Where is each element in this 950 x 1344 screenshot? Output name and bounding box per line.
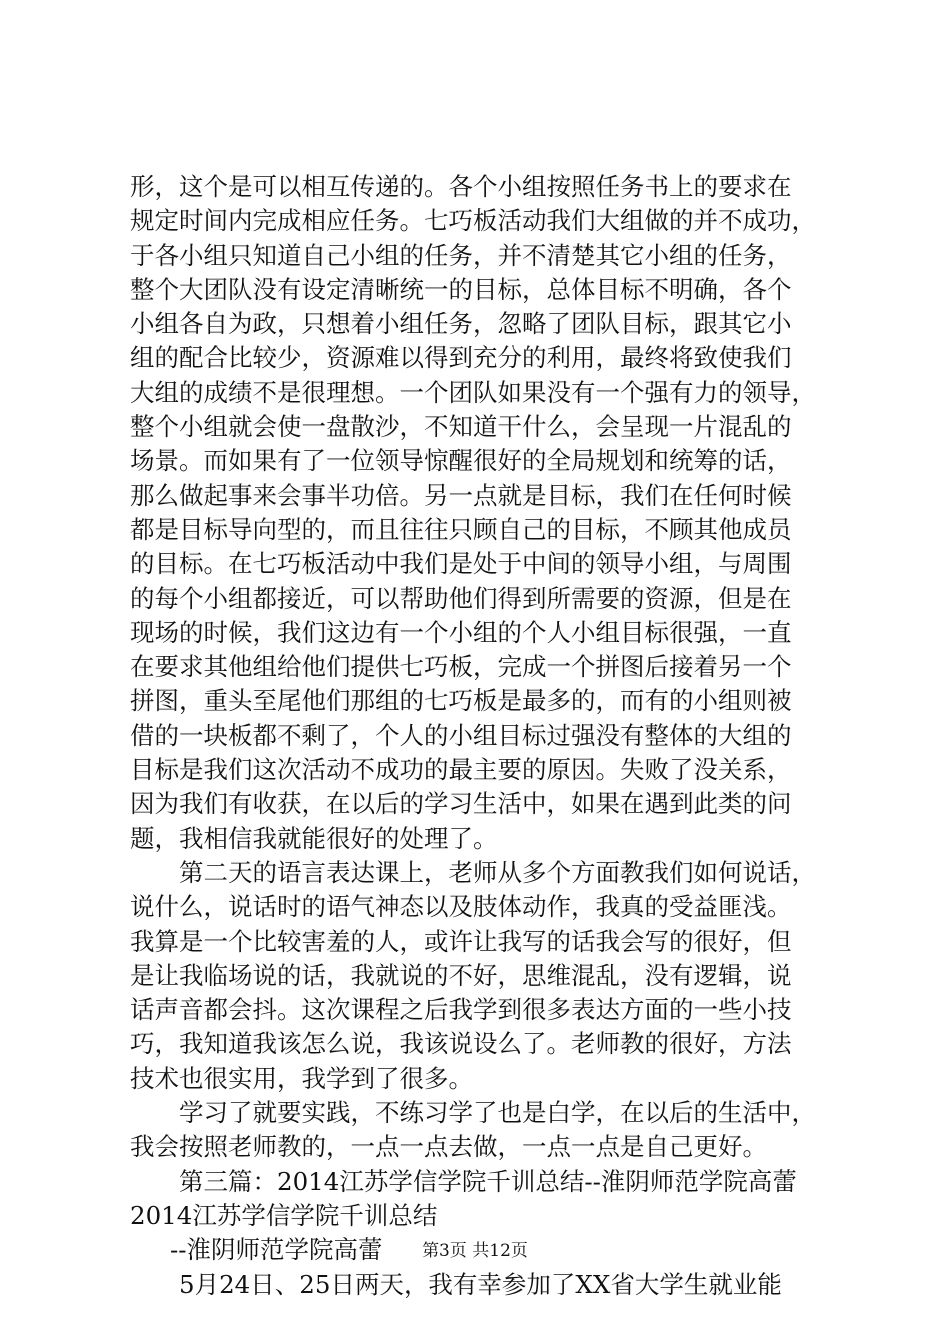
page-number-footer: 第3页 共12页 [422,1241,528,1261]
text-line: 因为我们有收获，在以后的学习生活中，如果在遇到此类的问 [130,789,792,819]
text-line: 整个大团队没有设定清晰统一的目标，总体目标不明确，各个 [130,274,792,304]
paragraph-start-line: 第二天的语言表达课上，老师从多个方面教我们如何说话， [179,857,816,887]
text-line: 我算是一个比较害羞的人，或许让我写的话我会写的很好，但 [130,926,792,956]
text-line: 说什么，说话时的语气神态以及肢体动作，我真的受益匪浅。 [130,892,792,922]
text-line: 话声音都会抖。这次课程之后我学到很多表达方面的一些小技 [130,995,792,1025]
text-line: 整个小组就会使一盘散沙，不知道干什么，会呈现一片混乱的 [130,412,792,442]
article-title-line: 2014江苏学信学院千训总结 [130,1200,438,1230]
text-line: 都是目标导向型的，而且往往只顾自己的目标，不顾其他成员 [130,514,792,544]
text-line: 拼图，重头至尾他们那组的七巧板是最多的，而有的小组则被 [130,686,792,716]
text-line: 的每个小组都接近，可以帮助他们得到所需要的资源，但是在 [130,583,792,613]
text-line: 巧，我知道我该怎么说，我该说设么了。老师教的很好，方法 [130,1029,792,1059]
text-line: 组的配合比较少，资源难以得到充分的利用，最终将致使我们 [130,343,792,373]
text-line: 场景。而如果有了一位领导惊醒很好的全局规划和统筹的话， [130,446,792,476]
text-line: 现场的时候，我们这边有一个小组的个人小组目标很强，一直 [130,617,792,647]
text-line: 的目标。在七巧板活动中我们是处于中间的领导小组，与周围 [130,549,792,579]
text-line: 目标是我们这次活动不成功的最主要的原因。失败了没关系， [130,755,792,785]
text-line: 小组各自为政，只想着小组任务，忽略了团队目标，跟其它小 [130,309,792,339]
text-line: 规定时间内完成相应任务。七巧板活动我们大组做的并不成功， [130,206,816,236]
text-line: 大组的成绩不是很理想。一个团队如果没有一个强有力的领导， [130,377,816,407]
text-line: 形，这个是可以相互传递的。各个小组按照任务书上的要求在 [130,172,792,201]
text-line: 于各小组只知道自己小组的任务，并不清楚其它小组的任务， [130,240,792,270]
text-line: 技术也很实用，我学到了很多。 [130,1063,473,1093]
paragraph-start-line: 学习了就要实践，不练习学了也是白学，在以后的生活中， [179,1098,816,1128]
paragraph-start-line: 5月24日、25日两天，我有幸参加了XX省大学生就业能 [179,1269,782,1299]
text-line: 我会按照老师教的，一点一点去做，一点一点是自己更好。 [130,1132,767,1162]
article-author-line: --淮阴师范学院高蕾 [170,1235,383,1265]
text-line: 借的一块板都不剩了，个人的小组目标过强没有整体的大组的 [130,720,792,750]
text-line: 题，我相信我就能很好的处理了。 [130,823,498,853]
text-line: 是让我临场说的话，我就说的不好，思维混乱，没有逻辑，说 [130,960,792,990]
text-line: 在要求其他组给他们提供七巧板，完成一个拼图后接着另一个 [130,652,792,682]
text-line: 那么做起事来会事半功倍。另一点就是目标，我们在任何时候 [130,480,792,510]
section-heading-line: 第三篇：2014江苏学信学院千训总结--淮阴师范学院高蕾 [179,1166,797,1196]
body-text [130,170,830,1302]
